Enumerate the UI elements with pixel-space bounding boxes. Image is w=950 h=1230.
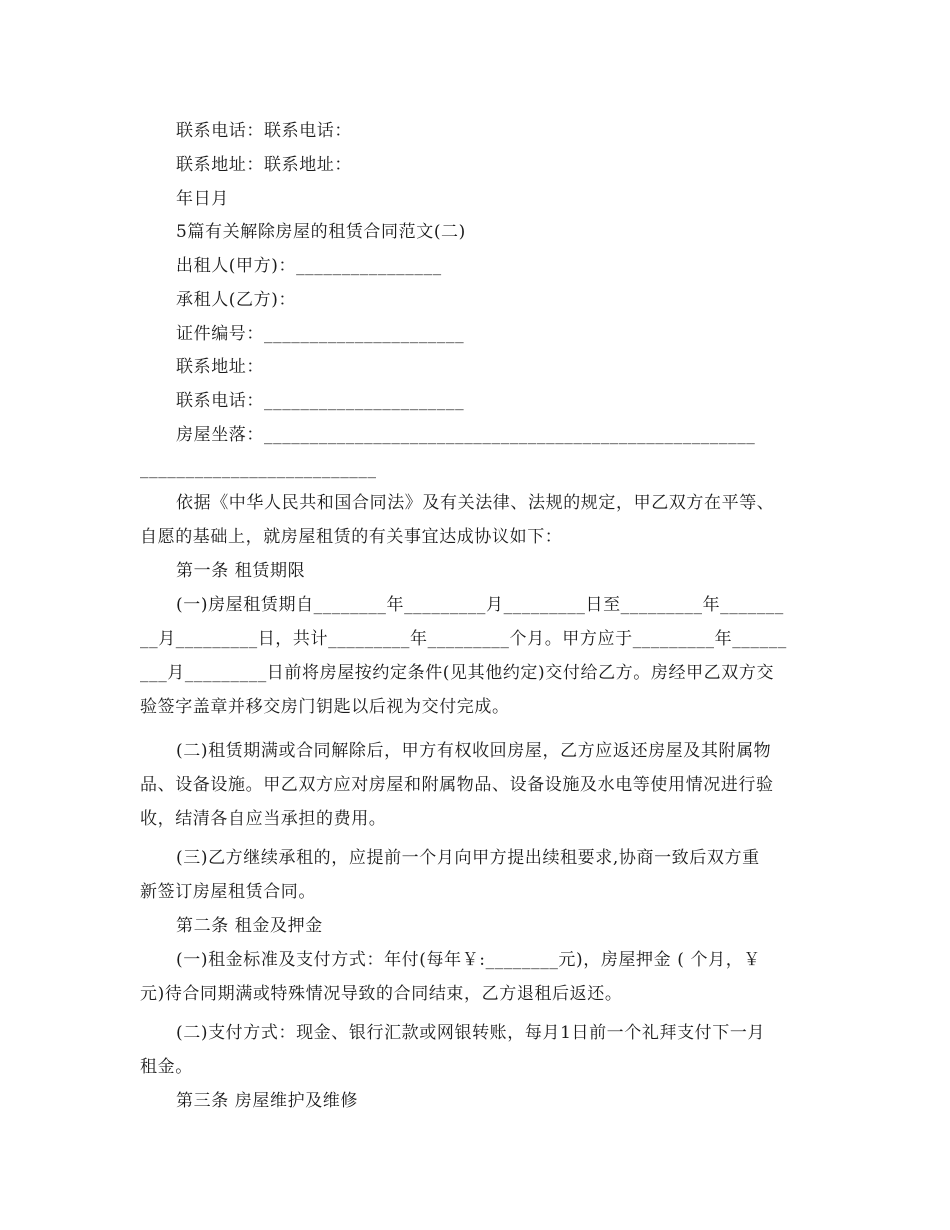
clause-paragraph: 收，结清各自应当承担的费用。 [140,809,387,829]
clause-paragraph: 品、设备设施。甲乙双方应对房屋和附属物品、设备设施及水电等使用情况进行验 [140,775,774,795]
contact-phone-line: 联系电话：联系电话： [176,121,352,141]
clause-paragraph: 验签字盖章并移交房门钥匙以后视为交付完成。 [140,697,510,717]
preamble-paragraph: 依据《中华人民共和国合同法》及有关法律、法规的规定，甲乙双方在平等、 [176,493,775,513]
section-title: 5篇有关解除房屋的租赁合同范文(二) [176,222,466,242]
phone-line: 联系电话：______________________ [176,391,465,411]
property-location-line: 房屋坐落：______________________________________________________ [176,425,756,445]
clause-paragraph: __月_________日，共计_________年_________个月。甲方应于_________年______ [140,629,787,649]
article-heading: 第一条 租赁期限 [176,561,306,581]
clause-paragraph: (一)租金标准及支付方式：年付(每年￥:________元)，房屋押金 ( 个月，￥ [176,950,761,970]
clause-paragraph: (三)乙方继续承租的，应提前一个月向甲方提出续租要求,协商一致后双方重 [176,848,760,868]
property-location-continuation: __________________________ [140,459,377,479]
clause-paragraph: (一)房屋租赁期自________年_________月_________日至_________年_______ [176,595,784,615]
contact-address-line: 联系地址：联系地址： [176,155,352,175]
lessee-line: 承租人(乙方)： [176,290,297,310]
id-number-line: 证件编号：______________________ [176,324,465,344]
date-line: 年日月 [176,189,229,209]
address-line: 联系地址： [176,357,264,377]
clause-paragraph: (二)租赁期满或合同解除后，甲方有权收回房屋，乙方应返还房屋及其附属物 [176,741,772,761]
lessor-line: 出租人(甲方)：________________ [176,256,442,276]
article-heading: 第二条 租金及押金 [176,916,323,936]
clause-paragraph: 租金。 [140,1057,193,1077]
clause-paragraph: 元)待合同期满或特殊情况导致的合同结束，乙方退租后返还。 [140,984,623,1004]
article-heading: 第三条 房屋维护及维修 [176,1091,359,1111]
clause-paragraph: 新签订房屋租赁合同。 [140,882,316,902]
clause-paragraph: ___月_________日前将房屋按约定条件(见其他约定)交付给乙方。房经甲乙双方交 [140,663,775,683]
preamble-paragraph: 自愿的基础上，就房屋租赁的有关事宜达成协议如下： [140,527,563,547]
clause-paragraph: (二)支付方式：现金、银行汇款或网银转账，每月1日前一个礼拜支付下一月 [176,1023,766,1043]
